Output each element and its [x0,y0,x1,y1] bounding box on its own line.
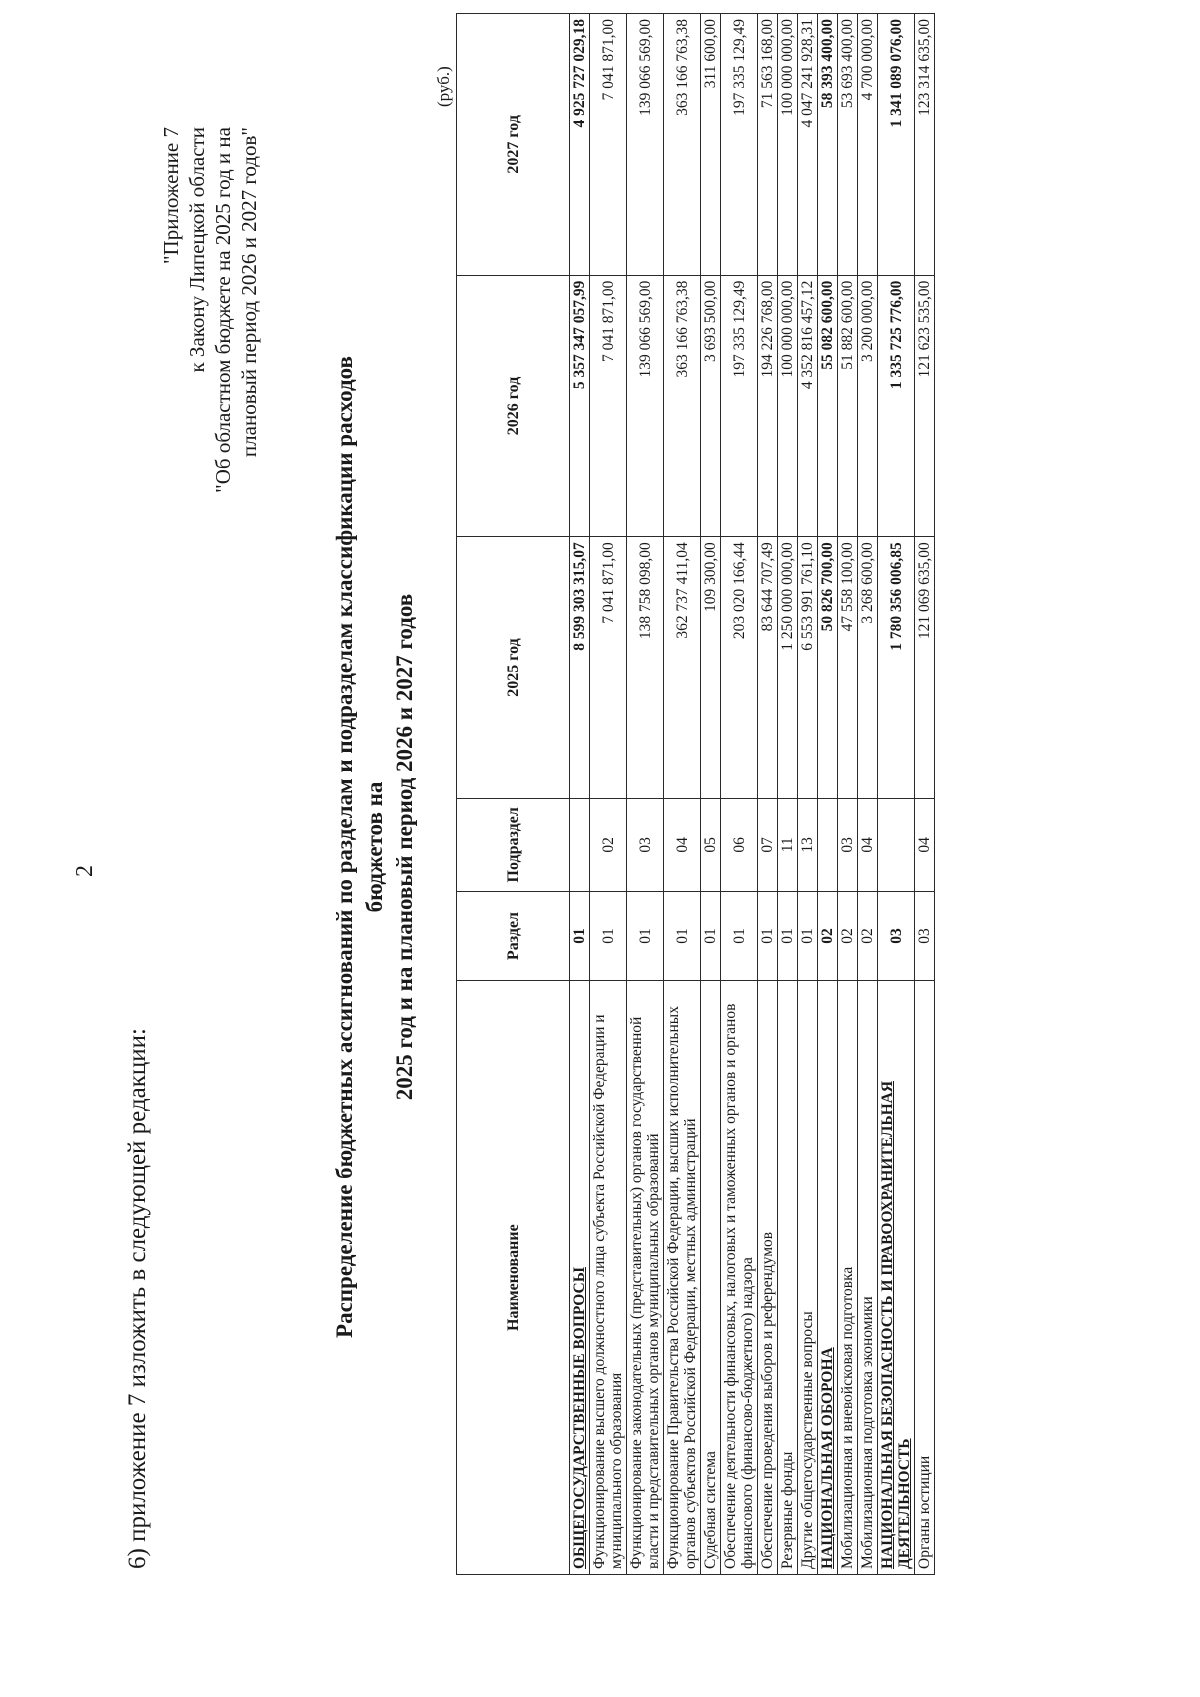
row-name: ОБЩЕГОСУДАРСТВЕННЫЕ ВОПРОСЫ [570,981,590,1575]
row-value-2025: 50 826 700,00 [818,537,838,799]
appendix-line: "Приложение 7 [159,127,183,265]
row-value-2027: 4 925 727 029,18 [570,14,590,276]
table-row [798,14,818,1575]
unit-label: (руб.) [434,66,453,107]
page-number: 2 [72,865,98,877]
row-name: Мобилизационная и вневойсковая подготовка [838,981,858,1575]
row-value-2026: 139 066 569,00 [627,275,664,537]
row-value-2025: 83 644 707,49 [758,537,778,799]
row-razdel: 01 [590,891,627,980]
row-value-2026: 197 335 129,49 [721,275,758,537]
row-value-2025: 362 737 411,04 [664,537,701,799]
header-name: Наименование [457,981,570,1575]
row-name: НАЦИОНАЛЬНАЯ ОБОРОНА [818,981,838,1575]
row-value-2026: 194 226 768,00 [758,275,778,537]
table-row [838,14,858,1575]
row-value-2025: 6 553 991 761,10 [798,537,818,799]
row-razdel: 02 [818,891,838,980]
row-value-2026: 3 200 000,00 [858,275,878,537]
row-name: НАЦИОНАЛЬНАЯ БЕЗОПАСНОСТЬ И ПРАВООХРАНИТЕЛЬНАЯ ДЕЯТЕЛЬНОСТЬ [878,981,915,1575]
header-podrazdel: Подраздел [457,798,570,891]
table-row [664,14,701,1575]
row-value-2026: 5 357 347 057,99 [570,275,590,537]
row-name: Мобилизационная подготовка экономики [858,981,878,1575]
row-name: Судебная система [701,981,721,1575]
row-value-2026: 100 000 000,00 [778,275,798,537]
row-value-2027: 1 341 089 076,00 [878,14,915,276]
row-value-2026: 3 693 500,00 [701,275,721,537]
row-podrazdel: 04 [664,798,701,891]
document-title [330,327,420,1367]
appendix-line: плановый период 2026 и 2027 годов" [237,127,261,458]
row-value-2027: 100 000 000,00 [778,14,798,276]
row-value-2025: 3 268 600,00 [858,537,878,799]
row-podrazdel: 05 [701,798,721,891]
row-razdel: 02 [838,891,858,980]
table-row [858,14,878,1575]
row-podrazdel: 04 [858,798,878,891]
row-podrazdel [570,798,590,891]
row-value-2027: 7 041 871,00 [590,14,627,276]
row-name: Функционирование высшего должностного лица субъекта Российской Федерации и муниципального образования [590,981,627,1575]
row-value-2026: 51 882 600,00 [838,275,858,537]
row-value-2027: 311 600,00 [701,14,721,276]
row-name: Функционирование законодательных (представительных) органов государственной власти и представительных органов муниципальных образований [627,981,664,1575]
row-razdel: 01 [778,891,798,980]
appendix-line: "Об областном бюджете на 2025 год и на [211,127,235,493]
table-row [570,14,590,1575]
table-row [627,14,664,1575]
row-name: Другие общегосударственные вопросы [798,981,818,1575]
header-2027: 2027 год [457,14,570,276]
title-line: 2025 год и на плановый период 2026 и 2027 годов [392,593,417,1101]
row-value-2025: 109 300,00 [701,537,721,799]
row-razdel: 01 [701,891,721,980]
row-razdel: 01 [664,891,701,980]
row-razdel: 02 [858,891,878,980]
row-value-2026: 1 335 725 776,00 [878,275,915,537]
row-podrazdel: 07 [758,798,778,891]
row-podrazdel: 04 [915,798,935,891]
row-value-2025: 121 069 635,00 [915,537,935,799]
row-name: Резервные фонды [778,981,798,1575]
row-value-2025: 1 780 356 006,85 [878,537,915,799]
table-row [701,14,721,1575]
row-podrazdel: 06 [721,798,758,891]
row-razdel: 01 [627,891,664,980]
row-value-2027: 4 700 000,00 [858,14,878,276]
row-podrazdel [878,798,915,891]
budget-table [456,13,935,1575]
table-row [818,14,838,1575]
row-podrazdel: 03 [627,798,664,891]
table-row [878,14,915,1575]
row-name: Обеспечение деятельности финансовых, налоговых и таможенных органов и органов финансового (финансово-бюджетного) надзора [721,981,758,1575]
row-razdel: 01 [570,891,590,980]
title-line: Распределение бюджетных ассигнований по разделам и подразделам классификации расходов бюджетов на [332,356,387,1338]
table-row [778,14,798,1575]
table-row [590,14,627,1575]
row-value-2025: 203 020 166,44 [721,537,758,799]
row-value-2025: 8 599 303 315,07 [570,537,590,799]
row-name: Обеспечение проведения выборов и референдумов [758,981,778,1575]
row-value-2027: 197 335 129,49 [721,14,758,276]
row-podrazdel: 03 [838,798,858,891]
row-value-2027: 58 393 400,00 [818,14,838,276]
table-body [570,14,935,1575]
row-value-2025: 7 041 871,00 [590,537,627,799]
row-value-2026: 4 352 816 457,12 [798,275,818,537]
row-value-2025: 1 250 000 000,00 [778,537,798,799]
row-value-2027: 4 047 241 928,31 [798,14,818,276]
appendix-line: к Закону Липецкой области [185,127,209,373]
row-podrazdel [818,798,838,891]
row-razdel: 03 [915,891,935,980]
row-value-2027: 71 563 168,00 [758,14,778,276]
table-row [721,14,758,1575]
intro-line: 6) приложение 7 изложить в следующей редакции: [124,1028,151,1569]
row-name: Функционирование Правительства Российской Федерации, высших исполнительных органов субъектов Российской Федерации, местных администраций [664,981,701,1575]
row-value-2027: 363 166 763,38 [664,14,701,276]
header-2025: 2025 год [457,537,570,799]
table-row [915,14,935,1575]
row-razdel: 03 [878,891,915,980]
header-razdel: Раздел [457,891,570,980]
row-value-2025: 47 558 100,00 [838,537,858,799]
row-value-2027: 139 066 569,00 [627,14,664,276]
row-razdel: 01 [798,891,818,980]
row-razdel: 01 [758,891,778,980]
row-podrazdel: 02 [590,798,627,891]
row-value-2026: 363 166 763,38 [664,275,701,537]
appendix-note [158,127,262,537]
row-value-2026: 7 041 871,00 [590,275,627,537]
row-value-2026: 121 623 535,00 [915,275,935,537]
table-row [758,14,778,1575]
row-value-2027: 53 693 400,00 [838,14,858,276]
row-value-2026: 55 082 600,00 [818,275,838,537]
row-value-2025: 138 758 098,00 [627,537,664,799]
table-header-row [457,14,570,1575]
row-name: Органы юстиции [915,981,935,1575]
header-2026: 2026 год [457,275,570,537]
row-value-2027: 123 314 635,00 [915,14,935,276]
row-podrazdel: 11 [778,798,798,891]
row-podrazdel: 13 [798,798,818,891]
row-razdel: 01 [721,891,758,980]
